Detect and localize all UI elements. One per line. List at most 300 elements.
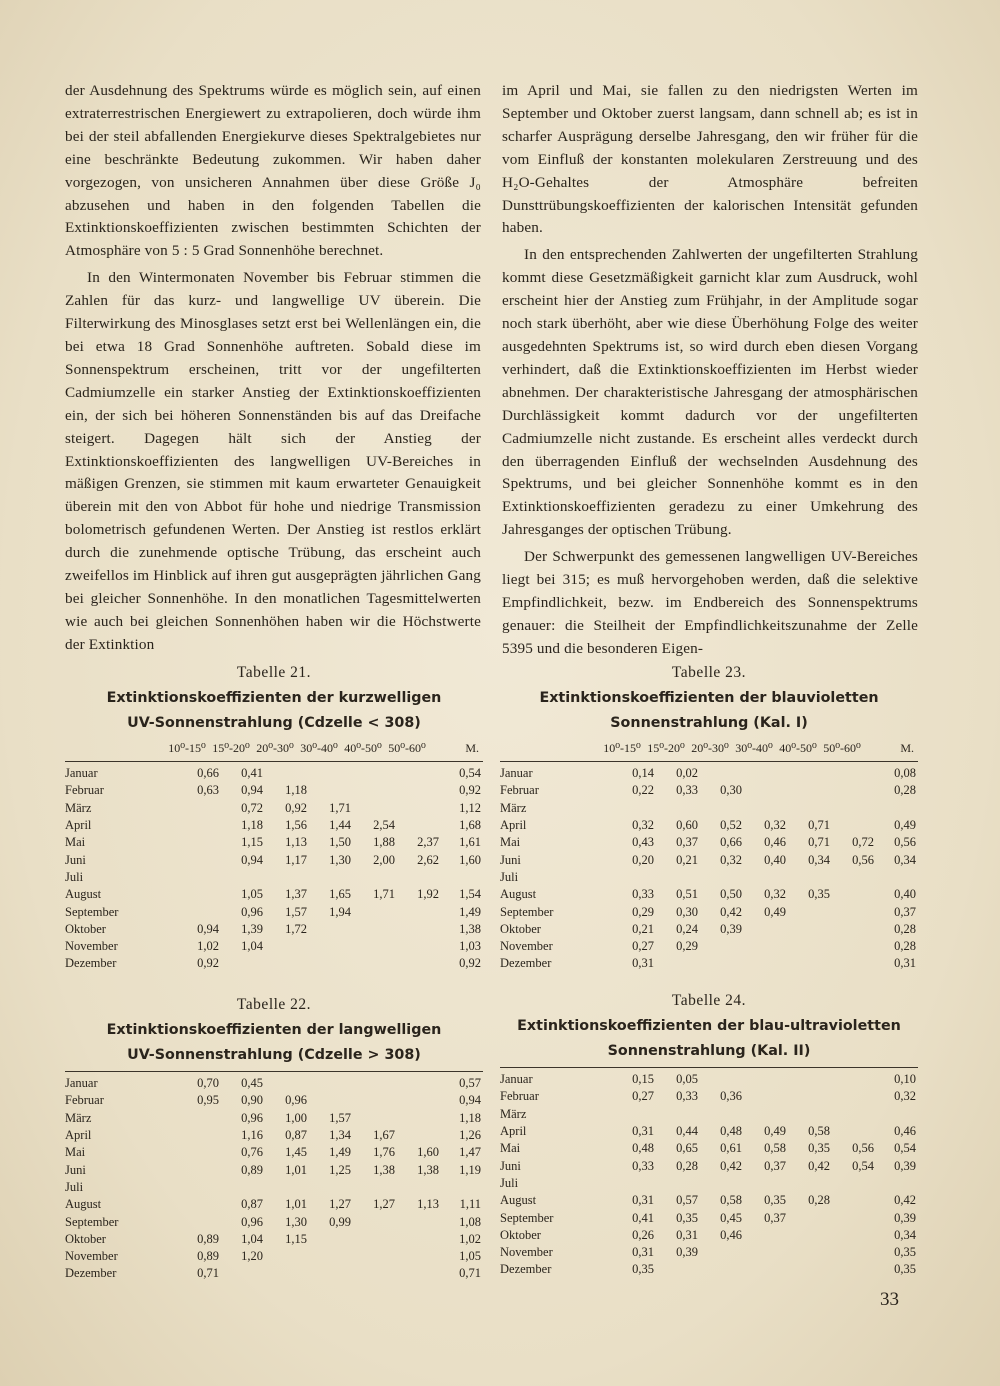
- table-cell: 0,45: [241, 1076, 263, 1091]
- row-mean: 0,54: [894, 1141, 916, 1156]
- table-cell: 0,26: [632, 1227, 654, 1242]
- row-month: August: [500, 887, 537, 902]
- table-cell: 0,56: [852, 1141, 874, 1156]
- table-row: [65, 1092, 483, 1109]
- table-cell: 0,96: [285, 1093, 307, 1108]
- table-cell: 0,33: [632, 887, 654, 902]
- table-row: [500, 938, 918, 955]
- row-month: November: [65, 939, 118, 954]
- row-month: Dezember: [500, 956, 552, 971]
- table-cell: 0,66: [197, 766, 219, 781]
- row-month: März: [500, 1106, 527, 1121]
- table-row: [65, 765, 483, 782]
- table-row: [500, 921, 918, 938]
- row-mean: 0,46: [894, 1124, 916, 1139]
- column-header: 10⁰-15⁰: [168, 740, 206, 755]
- table-cell: 0,71: [197, 1266, 219, 1281]
- column-header: 50⁰-60⁰: [823, 740, 861, 755]
- table-cell: 0,44: [676, 1124, 698, 1139]
- row-mean: 0,08: [894, 766, 916, 781]
- table-row: [500, 851, 918, 868]
- row-month: Juni: [500, 1158, 521, 1173]
- column-header: M.: [465, 740, 479, 755]
- table-cell: 0,48: [632, 1141, 654, 1156]
- row-mean: 1,26: [459, 1128, 481, 1143]
- row-mean: 1,19: [459, 1162, 481, 1177]
- table-row: [500, 1106, 918, 1123]
- row-month: Januar: [500, 1072, 533, 1087]
- table-cell: 0,57: [676, 1193, 698, 1208]
- table-cell: 0,92: [197, 956, 219, 971]
- row-mean: 1,54: [459, 887, 481, 902]
- row-month: Dezember: [500, 1262, 552, 1277]
- table-cell: 0,35: [808, 1141, 830, 1156]
- table-cell: 0,71: [808, 835, 830, 850]
- table-cell: 1,44: [329, 818, 351, 833]
- row-mean: 1,49: [459, 904, 481, 919]
- table-cell: 1,30: [285, 1214, 307, 1229]
- row-mean: 1,60: [459, 852, 481, 867]
- table-column-headers: [500, 738, 918, 758]
- table-row: [65, 1213, 483, 1230]
- table-cell: 0,35: [632, 1262, 654, 1277]
- column-header: M.: [900, 740, 914, 755]
- table-cell: 0,31: [676, 1227, 698, 1242]
- row-mean: 1,08: [459, 1214, 481, 1229]
- table-cell: 1,65: [329, 887, 351, 902]
- row-month: Oktober: [500, 1227, 541, 1242]
- table-row: [65, 782, 483, 799]
- table-rule: [500, 761, 918, 762]
- table-cell: 1,67: [373, 1128, 395, 1143]
- table-cell: 0,48: [720, 1124, 742, 1139]
- table-cell: 1,27: [373, 1197, 395, 1212]
- table-title: Extinktionskoeffizienten der kurzwelligen: [106, 690, 442, 706]
- page-number: 33: [880, 1289, 899, 1310]
- table-cell: 1,72: [285, 921, 307, 936]
- table-row: [500, 1244, 918, 1261]
- table-cell: 1,94: [329, 904, 351, 919]
- table-cell: 0,89: [197, 1249, 219, 1264]
- table-cell: 1,88: [373, 835, 395, 850]
- row-mean: 0,10: [894, 1072, 916, 1087]
- row-mean: 0,31: [894, 956, 916, 971]
- table-cell: 0,41: [241, 766, 263, 781]
- table-cell: 1,02: [197, 939, 219, 954]
- table-cell: 1,49: [329, 1145, 351, 1160]
- table-cell: 0,96: [241, 1110, 263, 1125]
- row-mean: 1,02: [459, 1231, 481, 1246]
- table-body: [500, 765, 918, 973]
- column-header: 50⁰-60⁰: [388, 740, 426, 755]
- table-cell: 1,25: [329, 1162, 351, 1177]
- table-cell: 1,34: [329, 1128, 351, 1143]
- row-month: Juni: [65, 852, 86, 867]
- table-cell: 1,04: [241, 939, 263, 954]
- table-cell: 1,71: [373, 887, 395, 902]
- paragraph: In den Wintermonaten November bis Februar stimmen die Zahlen für das kurz- und langwellige UV überein. Die Filterwirkung des Minosglases setzt erst bei Wellenlängen ein, die bei etwa 18 Grad Sonnenhöhe auftreten. Sobald diese im Sonnenspektrum erscheinen, tritt vor der ungefilterten Cadmiumzelle ein starker Anstieg der Extinktionskoeffizienten ein, der sich bei höheren Sonnenständen bis auf das Dreifache steigert. Dagegen hält sich der Anstieg der Extinktionskoeffizienten des langwelligen UV-Bereiches in mäßigen Grenzen, sie stimmen mit kaum erwarteter Genauigkeit überein mit den von Abbot für hohe und niedrige Transmission bolometrisch gefundenen Werten. Der Anstieg ist restlos erklärt durch die zunehmende optische Trübung, das erscheint auch zweifellos im Hinblick auf ihren gut ausgeprägten jährlichen Gang bei gleicher Sonnenhöhe. In den monatlichen Tagesmittelwerten wie auch bei gleichen Sonnenhöhen haben wir die Höchstwerte der Extinktion: [65, 269, 481, 653]
- row-mean: 1,68: [459, 818, 481, 833]
- table-cell: 1,50: [329, 835, 351, 850]
- row-mean: 0,39: [894, 1158, 916, 1173]
- table-cell: 0,43: [632, 835, 654, 850]
- table-body: [65, 765, 483, 973]
- row-month: Oktober: [65, 1231, 106, 1246]
- table-cell: 0,63: [197, 783, 219, 798]
- table-cell: 0,37: [676, 835, 698, 850]
- table-row: [500, 869, 918, 886]
- table-row: [65, 800, 483, 817]
- table-row: [500, 955, 918, 972]
- table-cell: 1,38: [417, 1162, 439, 1177]
- table-cell: 0,72: [241, 800, 263, 815]
- table-cell: 0,20: [632, 852, 654, 867]
- table-cell: 0,34: [808, 852, 830, 867]
- row-month: Juli: [500, 869, 519, 884]
- table-title: Sonnenstrahlung (Kal. I): [610, 715, 808, 731]
- table-row: [65, 1161, 483, 1178]
- row-month: November: [65, 1249, 118, 1264]
- table-cell: 1,30: [329, 852, 351, 867]
- row-month: März: [500, 800, 527, 815]
- table-cell: 0,89: [241, 1162, 263, 1177]
- row-mean: 0,39: [894, 1210, 916, 1225]
- table-cell: 0,28: [676, 1158, 698, 1173]
- row-month: August: [65, 887, 102, 902]
- table-row: [65, 1231, 483, 1248]
- table-cell: 1,60: [417, 1145, 439, 1160]
- right-text-column: [502, 80, 918, 661]
- table-cell: 1,15: [241, 835, 263, 850]
- row-month: Juni: [500, 852, 521, 867]
- table-row: [65, 955, 483, 972]
- table-row: [500, 1088, 918, 1105]
- row-month: April: [65, 818, 92, 833]
- table-cell: 0,94: [241, 852, 263, 867]
- table-cell: 0,31: [632, 1245, 654, 1260]
- row-mean: 1,61: [459, 835, 481, 850]
- table-cell: 0,41: [632, 1210, 654, 1225]
- table-column-headers: [65, 738, 483, 758]
- table-cell: 1,04: [241, 1231, 263, 1246]
- column-header: 20⁰-30⁰: [256, 740, 294, 755]
- table-cell: 0,56: [852, 852, 874, 867]
- row-mean: 0,54: [459, 766, 481, 781]
- table-label: Tabelle 23.: [671, 664, 747, 681]
- table-cell: 1,57: [329, 1110, 351, 1125]
- table-cell: 0,50: [720, 887, 742, 902]
- table-cell: 0,49: [764, 904, 786, 919]
- table-cell: 0,36: [720, 1089, 742, 1104]
- table-row: [65, 1075, 483, 1092]
- table-22: [65, 996, 483, 1283]
- table-cell: 1,71: [329, 800, 351, 815]
- table-cell: 0,29: [676, 939, 698, 954]
- table-cell: 1,57: [285, 904, 307, 919]
- row-mean: 0,57: [459, 1076, 481, 1091]
- table-cell: 1,16: [241, 1128, 263, 1143]
- table-cell: 0,87: [241, 1197, 263, 1212]
- table-row: [65, 1110, 483, 1127]
- table-cell: 0,42: [720, 904, 742, 919]
- table-row: [65, 1265, 483, 1282]
- table-row: [65, 1196, 483, 1213]
- table-cell: 0,49: [764, 1124, 786, 1139]
- table-cell: 0,15: [632, 1072, 654, 1087]
- row-mean: 0,56: [894, 835, 916, 850]
- table-row: [65, 817, 483, 834]
- table-21: [65, 664, 483, 973]
- table-row: [500, 1123, 918, 1140]
- table-title: Extinktionskoeffizienten der langwelligen: [106, 1022, 442, 1038]
- table-cell: 1,01: [285, 1162, 307, 1177]
- row-mean: 0,34: [894, 1227, 916, 1242]
- table-cell: 0,89: [197, 1231, 219, 1246]
- row-mean: 0,28: [894, 939, 916, 954]
- row-month: August: [500, 1193, 537, 1208]
- table-cell: 0,29: [632, 904, 654, 919]
- table-label: Tabelle 21.: [236, 664, 312, 681]
- row-mean: 0,49: [894, 818, 916, 833]
- table-cell: 0,24: [676, 921, 698, 936]
- table-cell: 0,22: [632, 783, 654, 798]
- row-month: Juni: [65, 1162, 86, 1177]
- table-cell: 0,31: [632, 956, 654, 971]
- table-cell: 0,27: [632, 939, 654, 954]
- table-row: [500, 1261, 918, 1278]
- table-cell: 0,31: [632, 1124, 654, 1139]
- table-cell: 0,21: [632, 921, 654, 936]
- table-row: [65, 869, 483, 886]
- table-row: [65, 1127, 483, 1144]
- column-header: 40⁰-50⁰: [344, 740, 382, 755]
- row-month: Mai: [500, 835, 521, 850]
- table-cell: 0,72: [852, 835, 874, 850]
- table-row: [500, 800, 918, 817]
- table-cell: 0,30: [720, 783, 742, 798]
- table-body: [500, 1071, 918, 1279]
- row-mean: 0,35: [894, 1245, 916, 1260]
- table-cell: 0,54: [852, 1158, 874, 1173]
- table-body: [65, 1075, 483, 1283]
- row-month: Januar: [500, 766, 533, 781]
- table-cell: 1,15: [285, 1231, 307, 1246]
- table-cell: 0,33: [676, 1089, 698, 1104]
- table-cell: 1,05: [241, 887, 263, 902]
- row-month: Januar: [65, 1076, 98, 1091]
- row-month: September: [65, 904, 119, 919]
- row-month: April: [65, 1128, 92, 1143]
- table-cell: 1,20: [241, 1249, 263, 1264]
- column-header: 15⁰-20⁰: [647, 740, 685, 755]
- table-label: Tabelle 22.: [236, 996, 312, 1013]
- table-row: [500, 782, 918, 799]
- table-row: [500, 1209, 918, 1226]
- table-cell: 1,13: [417, 1197, 439, 1212]
- table-row: [65, 834, 483, 851]
- table-cell: 0,95: [197, 1093, 219, 1108]
- row-mean: 0,28: [894, 921, 916, 936]
- row-month: März: [65, 800, 92, 815]
- table-rule: [65, 1071, 483, 1072]
- row-mean: 1,38: [459, 921, 481, 936]
- table-cell: 1,00: [285, 1110, 307, 1125]
- row-month: April: [500, 818, 527, 833]
- row-month: Januar: [65, 766, 98, 781]
- row-mean: 0,71: [459, 1266, 481, 1281]
- table-row: [500, 1175, 918, 1192]
- table-cell: 0,33: [676, 783, 698, 798]
- table-cell: 0,40: [764, 852, 786, 867]
- table-cell: 0,27: [632, 1089, 654, 1104]
- row-month: August: [65, 1197, 102, 1212]
- table-cell: 1,76: [373, 1145, 395, 1160]
- table-row: [500, 834, 918, 851]
- row-mean: 1,47: [459, 1145, 481, 1160]
- table-cell: 0,46: [764, 835, 786, 850]
- row-mean: 1,05: [459, 1249, 481, 1264]
- table-cell: 0,37: [764, 1210, 786, 1225]
- table-row: [500, 1071, 918, 1088]
- row-mean: 0,40: [894, 887, 916, 902]
- table-row: [65, 938, 483, 955]
- table-row: [500, 817, 918, 834]
- row-month: September: [65, 1214, 119, 1229]
- row-mean: 1,18: [459, 1110, 481, 1125]
- table-cell: 0,32: [764, 887, 786, 902]
- table-cell: 1,92: [417, 887, 439, 902]
- table-title: Extinktionskoeffizienten der blau-ultravioletten: [517, 1018, 901, 1034]
- table-cell: 0,39: [676, 1245, 698, 1260]
- table-cell: 0,96: [241, 1214, 263, 1229]
- row-month: November: [500, 939, 553, 954]
- row-month: Mai: [500, 1141, 521, 1156]
- table-cell: 0,94: [241, 783, 263, 798]
- paragraph: In den entsprechenden Zahlwerten der ungefilterten Strahlung kommt diese Gesetzmäßigkeit garnicht klar zum Ausdruck, wohl erscheint hier der Anstieg zum Frühjahr, in der Amplitude sogar noch stark überhöht, aber wie diese Überhöhung Folge des weiter ausgedehnten Spektrums ist, so wird durch eben diesen Vorgang verhindert, daß die Extinktionskoeffizienten im Herbst wieder abnehmen. Der charakteristische Jahresgang der atmosphärischen Durchlässigkeit kommt dadurch vor der ungefilterten Cadmiumzelle nicht zustande. Es erscheint alles verdeckt durch den überragenden Einfluß der wechselnden Ausdehnung des Spektrums, und bei gleicher Sonnenhöhe kommt es in den Extinktionskoeffizienten geradezu zu einer Umkehrung des Jahresganges der optischen Trübung.: [502, 246, 918, 539]
- table-row: [500, 903, 918, 920]
- row-mean: 0,32: [894, 1089, 916, 1104]
- table-cell: 0,58: [720, 1193, 742, 1208]
- row-mean: 0,92: [459, 956, 481, 971]
- table-row: [65, 1248, 483, 1265]
- table-cell: 0,60: [676, 818, 698, 833]
- left-text-column: [65, 80, 481, 657]
- column-header: 30⁰-40⁰: [300, 740, 338, 755]
- table-cell: 0,02: [676, 766, 698, 781]
- table-cell: 0,30: [676, 904, 698, 919]
- row-month: Oktober: [500, 921, 541, 936]
- table-cell: 0,52: [720, 818, 742, 833]
- table-cell: 0,35: [676, 1210, 698, 1225]
- row-mean: 0,92: [459, 783, 481, 798]
- row-month: Juli: [65, 869, 84, 884]
- column-header: 30⁰-40⁰: [735, 740, 773, 755]
- table-row: [500, 1140, 918, 1157]
- table-cell: 0,70: [197, 1076, 219, 1091]
- table-cell: 0,76: [241, 1145, 263, 1160]
- row-month: Februar: [500, 1089, 539, 1104]
- table-cell: 0,42: [808, 1158, 830, 1173]
- table-cell: 0,39: [720, 921, 742, 936]
- table-cell: 0,66: [720, 835, 742, 850]
- paragraph: Der Schwerpunkt des gemessenen langwelligen UV-Bereiches liegt bei 315; es muß hervorgehoben werden, daß die selektive Empfindlichkeit, bezw. im Endbereich des Sonnenspektrums genauer: die Steilheit der Empfindlichkeitszunahme der Zelle 5395 und die besonderen Eigen-: [502, 548, 918, 657]
- row-mean: 0,35: [894, 1262, 916, 1277]
- table-title: UV-Sonnenstrahlung (Cdzelle < 308): [127, 715, 421, 731]
- table-cell: 1,17: [285, 852, 307, 867]
- row-mean: 1,03: [459, 939, 481, 954]
- table-cell: 0,71: [808, 818, 830, 833]
- table-cell: 0,31: [632, 1193, 654, 1208]
- row-month: Mai: [65, 835, 86, 850]
- column-header: 40⁰-50⁰: [779, 740, 817, 755]
- table-row: [500, 765, 918, 782]
- table-cell: 0,37: [764, 1158, 786, 1173]
- table-cell: 0,65: [676, 1141, 698, 1156]
- row-month: September: [500, 1210, 554, 1225]
- table-rule: [500, 1067, 918, 1068]
- table-cell: 0,99: [329, 1214, 351, 1229]
- table-23: [500, 664, 918, 973]
- table-cell: 0,14: [632, 766, 654, 781]
- table-title: UV-Sonnenstrahlung (Cdzelle > 308): [127, 1047, 421, 1063]
- table-cell: 2,62: [417, 852, 439, 867]
- table-cell: 0,42: [720, 1158, 742, 1173]
- table-cell: 1,37: [285, 887, 307, 902]
- table-row: [500, 1192, 918, 1209]
- table-cell: 0,05: [676, 1072, 698, 1087]
- table-cell: 0,35: [808, 887, 830, 902]
- row-mean: 0,28: [894, 783, 916, 798]
- table-cell: 0,32: [764, 818, 786, 833]
- table-cell: 0,51: [676, 887, 698, 902]
- table-cell: 2,00: [373, 852, 395, 867]
- table-cell: 1,18: [285, 783, 307, 798]
- paragraph: der Ausdehnung des Spektrums würde es möglich sein, auf einen extraterrestrischen Energiewert zu extrapolieren, doch würde ihm bei der steil abfallenden Energiekurve dieses Spektralgebietes nur eine beschränkte Bedeutung zukommen. Wir haben daher vorgezogen, von unsicheren Annahmen über diese Größe J₀ abzusehen und haben in den folgenden Tabellen die Extinktionskoeffizienten zwischen bestimmten Schichten der Atmosphäre von 5 : 5 Grad Sonnenhöhe berechnet.: [65, 82, 481, 260]
- table-cell: 0,46: [720, 1227, 742, 1242]
- table-cell: 1,13: [285, 835, 307, 850]
- table-cell: 0,58: [764, 1141, 786, 1156]
- table-cell: 0,21: [676, 852, 698, 867]
- row-mean: 0,42: [894, 1193, 916, 1208]
- table-cell: 0,92: [285, 800, 307, 815]
- row-month: Februar: [500, 783, 539, 798]
- table-cell: 0,33: [632, 1158, 654, 1173]
- table-cell: 0,32: [720, 852, 742, 867]
- table-row: [500, 1227, 918, 1244]
- table-row: [65, 1144, 483, 1161]
- table-cell: 0,87: [285, 1128, 307, 1143]
- column-header: 15⁰-20⁰: [212, 740, 250, 755]
- table-row: [500, 1157, 918, 1174]
- paragraph: im April und Mai, sie fallen zu den niedrigsten Werten im September und Oktober zuerst langsam, dann schnell ab; es ist in scharfer Ausprägung derselbe Jahresgang, den wir früher für die vom Einfluß der konstanten molekularen Zerstreuung und des H₂O-Gehaltes der Atmosphäre befreiten Dunsttrübungskoeffizienten der kalorischen Intensität gefunden haben.: [502, 82, 918, 237]
- row-month: Mai: [65, 1145, 86, 1160]
- table-title: Sonnenstrahlung (Kal. II): [607, 1043, 811, 1059]
- row-month: Dezember: [65, 956, 117, 971]
- table-row: [65, 1179, 483, 1196]
- column-header: 20⁰-30⁰: [691, 740, 729, 755]
- row-mean: 0,94: [459, 1093, 481, 1108]
- row-month: September: [500, 904, 554, 919]
- table-cell: 0,90: [241, 1093, 263, 1108]
- row-month: Juli: [500, 1175, 519, 1190]
- table-cell: 0,45: [720, 1210, 742, 1225]
- table-row: [65, 886, 483, 903]
- table-rule: [65, 761, 483, 762]
- row-mean: 1,11: [459, 1197, 481, 1212]
- row-month: Juli: [65, 1179, 84, 1194]
- table-cell: 0,58: [808, 1124, 830, 1139]
- table-row: [65, 903, 483, 920]
